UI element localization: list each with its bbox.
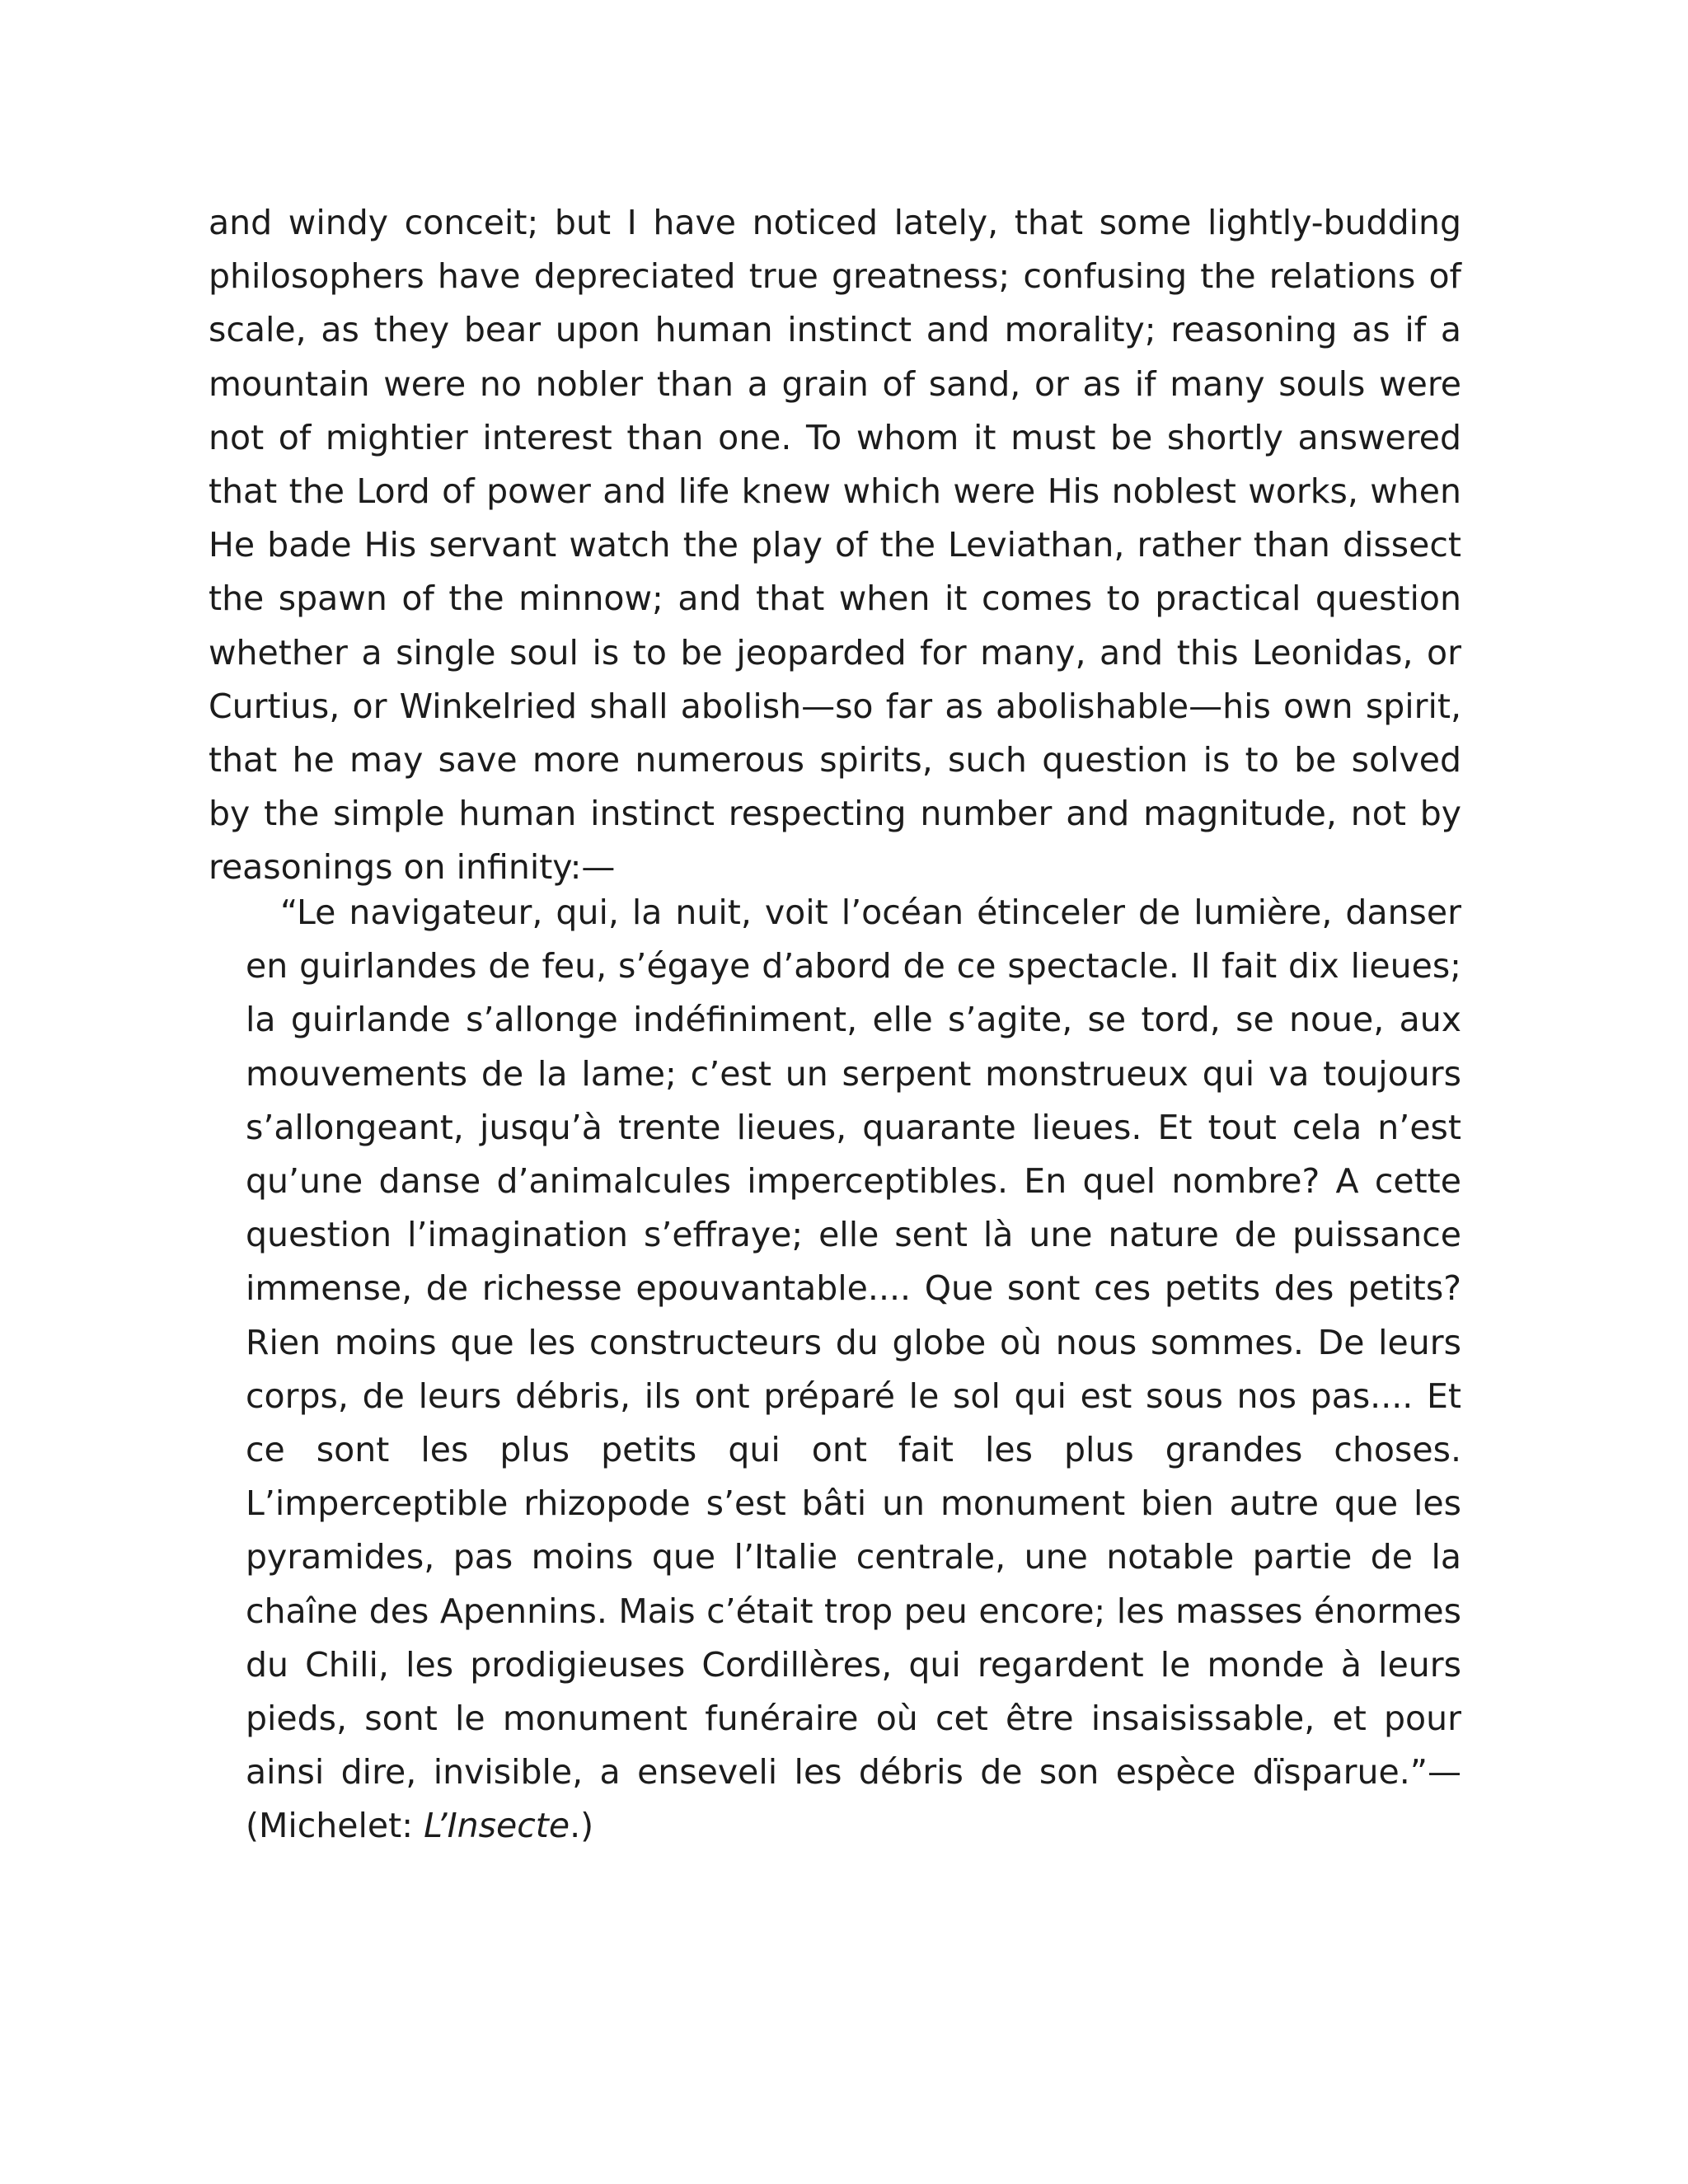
quote-citation-title: L’Insecte [424, 1806, 570, 1846]
quote-text: “Le navigateur, qui, la nuit, voit l’océan étinceler de lumière, danser en guirlandes de feu, s’égaye d’abord de ce spectacle. Il fait dix lieues; la guirlande s’allonge indéfiniment, elle s’agite, se tord, se noue, aux mouvements de la lame; c’est un serpent monstrueux qui va toujours s’allongeant, jusqu’à trente lieues, quarante lieues. Et tout cela n’est qu’une danse d’animalcules imperceptibles. En quel nombre? A cette question l’imagination s’effraye; elle sent là une nature de puissance immense, de richesse epouvantable.... Que sont ces petits des petits? Rien moins que les constructeurs du globe où nous sommes. De leurs corps, de leurs débris, ils ont préparé le sol qui est sous nos pas.... Et ce sont les plus petits qui ont fait les plus grandes choses. L’imperceptible rhizopode s’est bâti un monument bien autre que les pyramides, pas moins que l’Italie centrale, une notable partie de la chaîne des Apennins. Mais c’était trop peu encore; les masses énormes du Chili, les prodigieuses Cordillères, qui regardent le monde à leurs pieds, sont le monument funéraire où cet être insaisissable, et pour ainsi dire, invisible, a enseveli les débris de son espèce dïsparue.”—(Michelet: [246, 893, 1461, 1846]
block-quote [246, 886, 1461, 1854]
body-paragraph: and windy conceit; but I have noticed lately, that some lightly-budding philosophers have depreciated true greatness; confusing the relations of scale, as they bear upon human instinct and morality; reasoning as if a mountain were no nobler than a grain of sand, or as if many souls were not of mightier interest than one. To whom it must be shortly answered that the Lord of power and life knew which were His noblest works, when He bade His servant watch the play of the Leviathan, rather than dissect the spawn of the minnow; and that when it comes to practical question whether a single soul is to be jeoparded for many, and this Leonidas, or Curtius, or Winkelried shall abolish—so far as abolishable—his own spirit, that he may save more numerous spirits, such question is to be solved by the simple human instinct respecting number and magnitude, not by reasonings on infinity:— [209, 203, 1461, 888]
quote-citation-end: .) [570, 1806, 594, 1846]
